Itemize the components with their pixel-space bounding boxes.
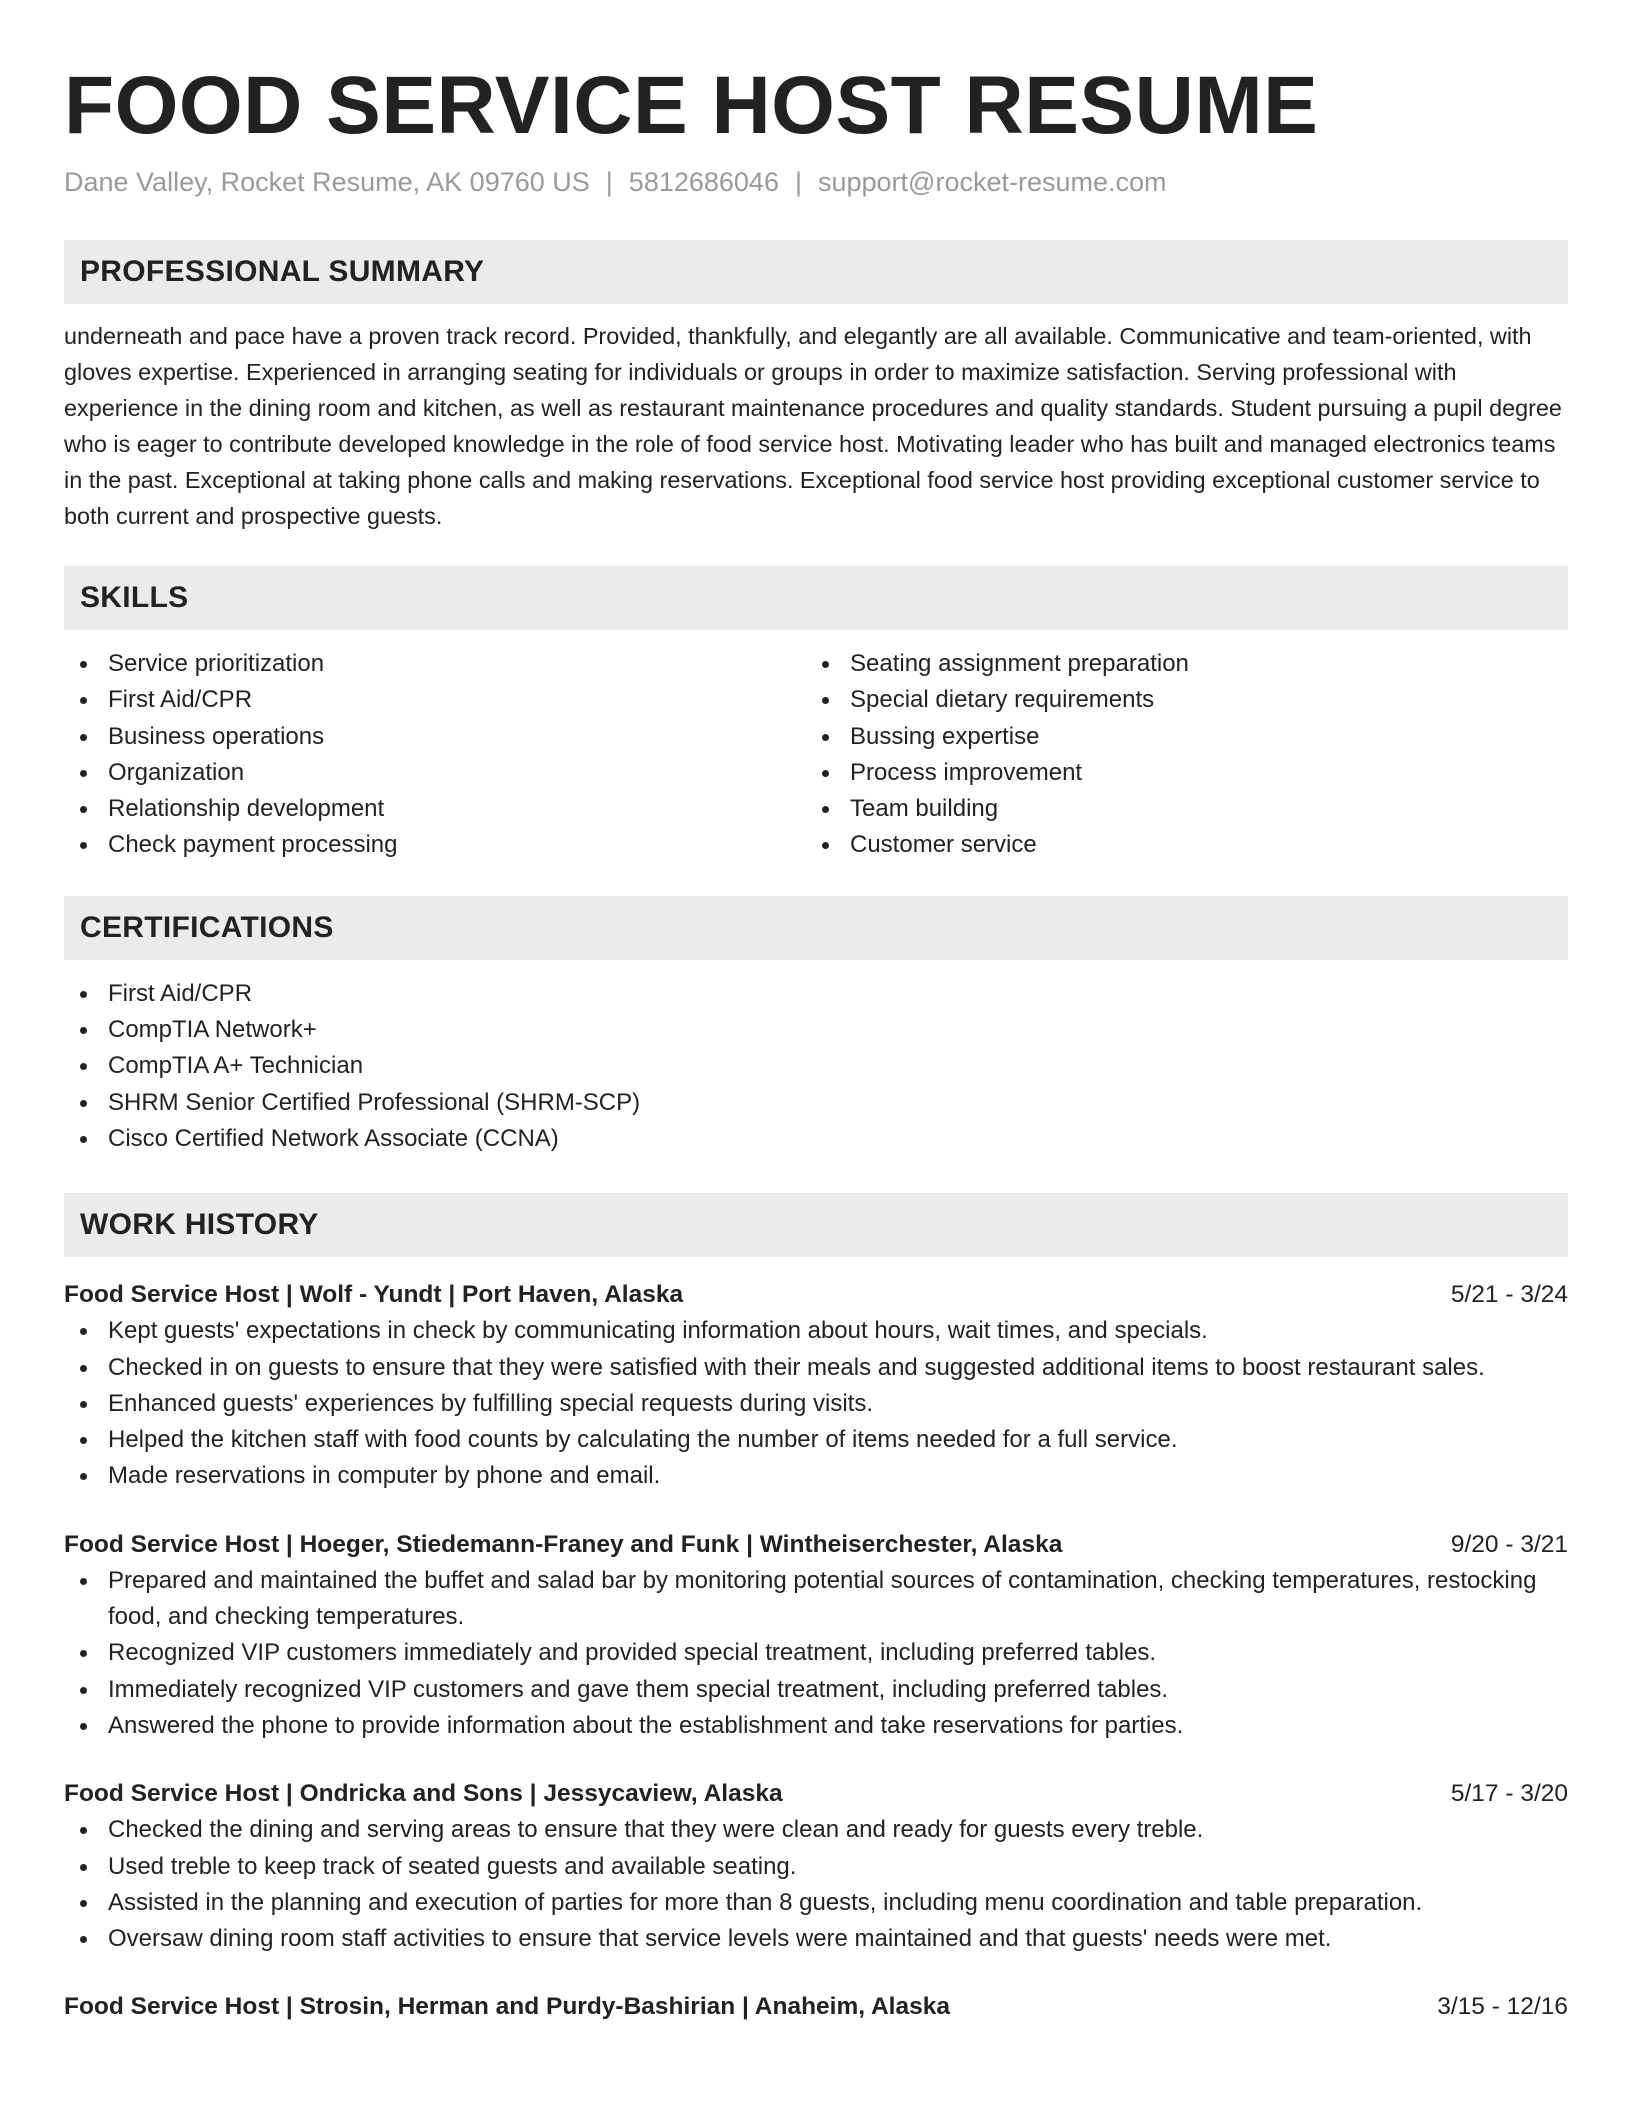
skill-item: Service prioritization <box>64 646 806 682</box>
skill-item: Organization <box>64 755 806 791</box>
certification-item: Cisco Certified Network Associate (CCNA) <box>64 1121 1568 1157</box>
skills-list-left <box>64 646 806 864</box>
contact-email: support@rocket-resume.com <box>817 167 1167 197</box>
job-dates: 5/17 - 3/20 <box>1450 1780 1568 1808</box>
job-heading-row <box>64 1776 1568 1812</box>
job-dates: 5/21 - 3/24 <box>1450 1281 1568 1309</box>
job-bullet: Enhanced guests' experiences by fulfilling special requests during visits. <box>64 1386 1568 1422</box>
job-heading: Food Service Host | Strosin, Herman and Purdy-Bashirian | Anaheim, Alaska <box>64 1993 950 2021</box>
work-history-section-header: WORK HISTORY <box>64 1193 1568 1257</box>
certifications-section-header: CERTIFICATIONS <box>64 896 1568 960</box>
job-bullet: Helped the kitchen staff with food counts by calculating the number of items needed for a full service. <box>64 1422 1568 1458</box>
certification-item: CompTIA A+ Technician <box>64 1048 1568 1084</box>
contact-line <box>64 164 1568 200</box>
job-heading: Food Service Host | Wolf - Yundt | Port Haven, Alaska <box>64 1281 684 1309</box>
job-dates: 9/20 - 3/21 <box>1450 1530 1568 1558</box>
skill-item: Bussing expertise <box>806 719 1548 755</box>
job-heading: Food Service Host | Ondricka and Sons | Jessycaview, Alaska <box>64 1780 783 1808</box>
job-bullets <box>64 1313 1568 1494</box>
job-bullet: Assisted in the planning and execution of parties for more than 8 guests, including menu coordination and table preparation. <box>64 1885 1568 1921</box>
job-bullet: Immediately recognized VIP customers and gave them special treatment, including preferred tables. <box>64 1672 1568 1708</box>
job-bullet: Checked the dining and serving areas to ensure that they were clean and ready for guests every treble. <box>64 1812 1568 1848</box>
job-heading-row <box>64 1527 1568 1563</box>
resume-title: FOOD SERVICE HOST RESUME <box>64 60 1319 151</box>
job-dates: 3/15 - 12/16 <box>1437 1993 1568 2021</box>
certifications-list <box>64 976 1568 1157</box>
contact-phone: 5812686046 <box>628 167 779 197</box>
skill-item: Process improvement <box>806 755 1548 791</box>
job-entry <box>64 1527 1568 1744</box>
skill-item: Business operations <box>64 719 806 755</box>
job-bullets <box>64 1563 1568 1744</box>
job-bullets <box>64 1812 1568 1957</box>
skill-item: Special dietary requirements <box>806 682 1548 718</box>
contact-address: Dane Valley, Rocket Resume, AK 09760 US <box>64 167 590 197</box>
skill-item: Seating assignment preparation <box>806 646 1548 682</box>
job-entry <box>64 1776 1568 1957</box>
job-bullet: Kept guests' expectations in check by communicating information about hours, wait times, and specials. <box>64 1313 1568 1349</box>
job-bullet: Used treble to keep track of seated guests and available seating. <box>64 1849 1568 1885</box>
certification-item: First Aid/CPR <box>64 976 1568 1012</box>
job-heading-row <box>64 1277 1568 1313</box>
skill-item: Check payment processing <box>64 827 806 863</box>
job-bullet: Checked in on guests to ensure that they were satisfied with their meals and suggested additional items to boost restaurant sales. <box>64 1350 1568 1386</box>
job-entry <box>64 1277 1568 1494</box>
job-bullet: Oversaw dining room staff activities to ensure that service levels were maintained and that guests' needs were met. <box>64 1921 1568 1957</box>
job-bullet: Made reservations in computer by phone and email. <box>64 1458 1568 1494</box>
job-heading: Food Service Host | Hoeger, Stiedemann-Franey and Funk | Wintheiserchester, Alaska <box>64 1530 1063 1558</box>
certification-item: SHRM Senior Certified Professional (SHRM-SCP) <box>64 1085 1568 1121</box>
skills-section-header: SKILLS <box>64 566 1568 630</box>
summary-section-header: PROFESSIONAL SUMMARY <box>64 240 1568 304</box>
resume-page <box>64 0 1568 2025</box>
job-entry <box>64 1989 1568 2025</box>
contact-separator: | <box>605 167 613 197</box>
job-heading-row <box>64 1989 1568 2025</box>
job-bullet: Recognized VIP customers immediately and provided special treatment, including preferred tables. <box>64 1635 1568 1671</box>
certification-item: CompTIA Network+ <box>64 1012 1568 1048</box>
summary-text: underneath and pace have a proven track record. Provided, thankfully, and elegantly are all available. Communicative and team-oriented, with gloves expertise. Experienced in arranging seating for individuals or groups in order to maximize satisfaction. Serving professional with experience in the dining room and kitchen, as well as restaurant maintenance procedures and quality standards. Student pursuing a pupil degree who is eager to contribute developed knowledge in the role of food service host. Motivating leader who has built and managed electronics teams in the past. Exceptional at taking phone calls and making reservations. Exceptional food service host providing exceptional customer service to both current and prospective guests. <box>64 323 1562 529</box>
skill-item: First Aid/CPR <box>64 682 806 718</box>
skills-grid <box>64 646 1568 864</box>
skill-item: Relationship development <box>64 791 806 827</box>
contact-separator: | <box>794 167 802 197</box>
skills-list-right <box>806 646 1548 864</box>
skill-item: Team building <box>806 791 1548 827</box>
job-bullet: Answered the phone to provide information about the establishment and take reservations for parties. <box>64 1708 1568 1744</box>
skill-item: Customer service <box>806 827 1548 863</box>
job-bullet: Prepared and maintained the buffet and salad bar by monitoring potential sources of contamination, checking temperatures, restocking food, and checking temperatures. <box>64 1563 1568 1636</box>
